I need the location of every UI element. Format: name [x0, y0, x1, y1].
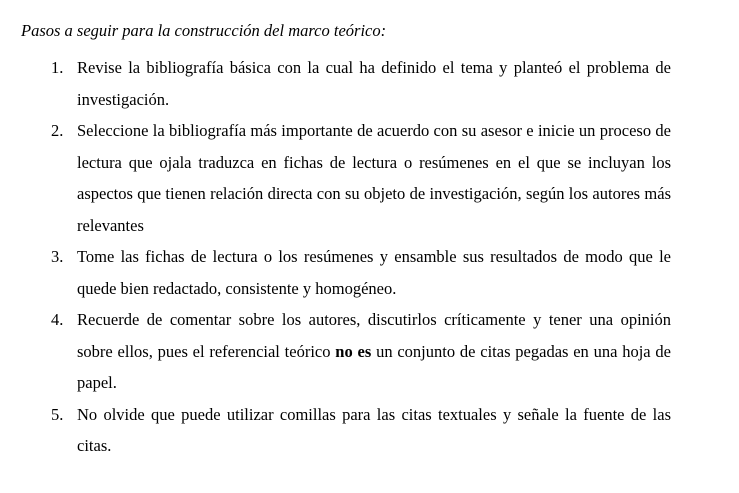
step-number: 2. — [51, 121, 64, 140]
list-item — [0, 399, 739, 462]
steps-list — [0, 52, 739, 462]
step-text: Revise la bibliografía básica con la cual ha definido el tema y planteó el problema de investigación. — [77, 58, 671, 109]
list-item — [0, 115, 739, 241]
step-text-after: un conjunto de citas pegadas en una hoja de papel. — [77, 341, 672, 392]
step-text: Seleccione la bibliografía más importante de acuerdo con su asesor e inicie un proceso de lectura que ojala traduzca en fichas de lectura o resúmenes en el que se incluyan los aspectos que tienen relación directa con su objeto de investigación, según los autores más relevantes — [77, 121, 671, 235]
step-number: 4. — [51, 310, 64, 329]
list-item — [0, 304, 739, 399]
step-text — [77, 304, 671, 399]
step-text: Tome las fichas de lectura o los resúmenes y ensamble sus resultados de modo que le quede bien redactado, consistente y homogéneo. — [77, 247, 671, 298]
step-text: No olvide que puede utilizar comillas para las citas textuales y señale la fuente de las citas. — [77, 404, 671, 455]
document-heading: Pasos a seguir para la construcción del marco teórico: — [21, 21, 387, 40]
step-number: 1. — [51, 58, 64, 77]
list-item — [0, 52, 739, 115]
step-number: 5. — [51, 404, 64, 424]
step-text-emphasis: no es — [335, 341, 372, 361]
list-item — [0, 241, 739, 304]
step-number: 3. — [51, 247, 64, 266]
step-text-before: Recuerde de comentar sobre los autores, discutirlos críticamente y tener una opinión sobre ellos, pues el referencial teórico — [77, 310, 671, 361]
